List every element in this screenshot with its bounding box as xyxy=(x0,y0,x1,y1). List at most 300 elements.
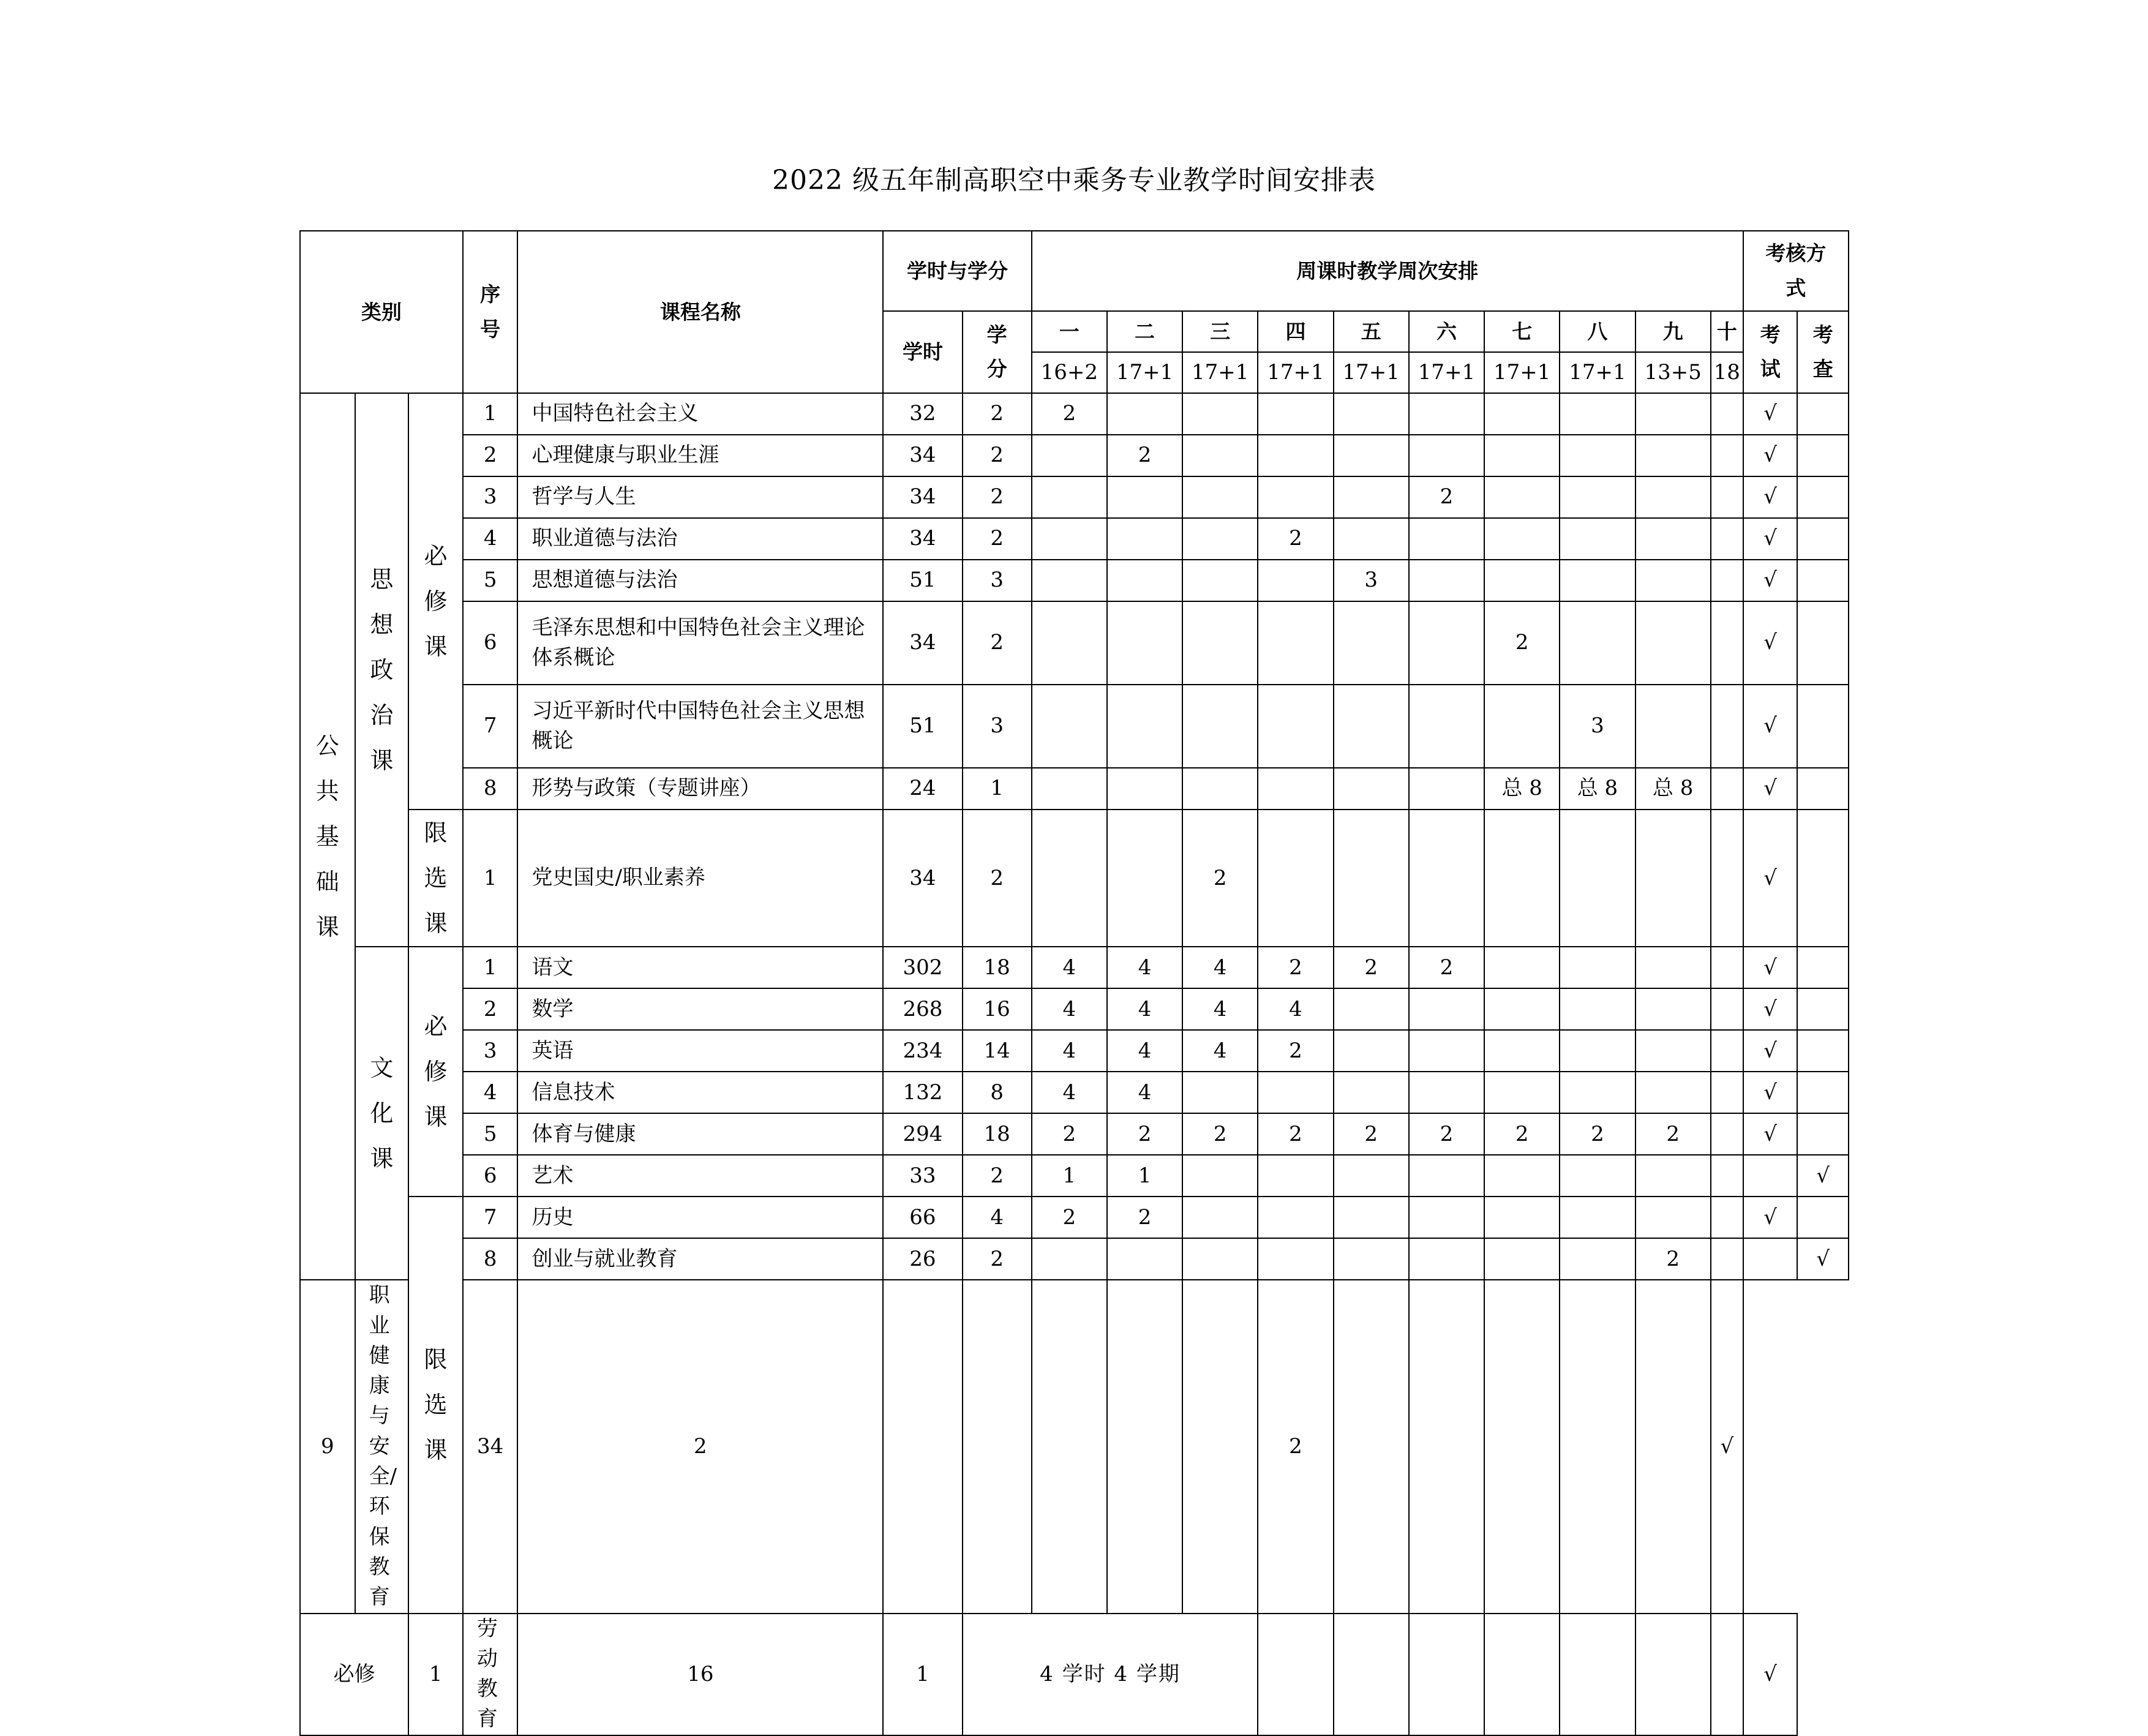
row-term-value xyxy=(1334,685,1409,768)
schedule-table xyxy=(299,230,1849,1736)
row-check-mark xyxy=(1797,1197,1849,1238)
header-weeks: 17+1 xyxy=(1409,352,1484,393)
row-term-value xyxy=(1711,1155,1743,1197)
row-exam-mark: √ xyxy=(1743,1113,1798,1155)
row-seq: 2 xyxy=(463,988,518,1030)
row-exam-mark: √ xyxy=(1743,435,1798,476)
row-term-value xyxy=(1484,1614,1560,1735)
row-term-value xyxy=(1560,518,1635,560)
row-term-value: 3 xyxy=(1560,685,1635,768)
row-term-value xyxy=(1711,393,1743,435)
row-term-value xyxy=(883,1280,962,1613)
row-check-mark xyxy=(1797,560,1849,601)
row-exam-mark: √ xyxy=(1743,476,1798,518)
row-term-value: 2 xyxy=(1635,1238,1711,1280)
row-term-value xyxy=(1711,1238,1743,1280)
row-term-value xyxy=(1635,476,1711,518)
row-term-value xyxy=(1635,810,1711,947)
row-term-value xyxy=(1182,476,1258,518)
row-term-value xyxy=(1711,768,1743,810)
row-term-value xyxy=(1258,810,1333,947)
row-hours: 302 xyxy=(883,947,962,988)
row-term-value xyxy=(1409,560,1484,601)
row-term-value xyxy=(1560,560,1635,601)
row-check-mark xyxy=(1797,810,1849,947)
row-term-value xyxy=(1334,435,1409,476)
row-term-value xyxy=(1334,393,1409,435)
row-course-name: 中国特色社会主义 xyxy=(517,393,883,435)
row-term-value: 4 xyxy=(1182,947,1258,988)
row-term-value: 1 xyxy=(1107,1155,1182,1197)
row-check-mark: √ xyxy=(1711,1280,1743,1613)
header-term: 二 xyxy=(1107,311,1182,352)
table-row xyxy=(300,1614,1849,1735)
row-term-value: 2 xyxy=(1107,435,1182,476)
row-exam-mark xyxy=(1635,1280,1711,1613)
row-seq: 7 xyxy=(463,685,518,768)
row-term-value xyxy=(1711,435,1743,476)
row-term-value xyxy=(1409,1614,1484,1735)
row-term-value xyxy=(1182,768,1258,810)
row-term-value xyxy=(1182,1197,1258,1238)
row-term-value xyxy=(1107,518,1182,560)
row-term-value xyxy=(1334,476,1409,518)
row-exam-mark: √ xyxy=(1743,768,1798,810)
row-term-value: 2 xyxy=(1182,1113,1258,1155)
row-term-value xyxy=(1635,435,1711,476)
row-credits: 3 xyxy=(963,560,1032,601)
row-term-value xyxy=(1409,1030,1484,1072)
row-credits: 2 xyxy=(963,518,1032,560)
table-row xyxy=(300,1197,1849,1238)
row-check-mark xyxy=(1797,435,1849,476)
row-term-value xyxy=(1258,1197,1333,1238)
row-course-name: 历史 xyxy=(517,1197,883,1238)
row-term-value xyxy=(1182,1280,1258,1613)
row-term-value xyxy=(1711,685,1743,768)
table-row xyxy=(300,518,1849,560)
row-check-mark xyxy=(1797,1072,1849,1113)
row-term-value xyxy=(1258,1155,1333,1197)
header-weeks: 17+1 xyxy=(1107,352,1182,393)
row-term-value xyxy=(1182,1072,1258,1113)
row-seq: 8 xyxy=(463,768,518,810)
row-term-value xyxy=(1560,393,1635,435)
header-seq: 序号 xyxy=(463,231,518,393)
row-term-value: 4 xyxy=(1107,988,1182,1030)
row-seq: 6 xyxy=(463,1155,518,1197)
row-term-value xyxy=(1711,601,1743,685)
header-weeks: 17+1 xyxy=(1258,352,1333,393)
row-term-value xyxy=(1409,1155,1484,1197)
row-term-value xyxy=(1635,560,1711,601)
row-term-value xyxy=(1484,810,1560,947)
header-weeks: 18 xyxy=(1711,352,1743,393)
row-term-value xyxy=(1409,1280,1484,1613)
row-exam-mark: √ xyxy=(1743,1072,1798,1113)
header-weeks: 13+5 xyxy=(1635,352,1711,393)
row-seq: 1 xyxy=(408,1614,463,1735)
row-course-name: 创业与就业教育 xyxy=(517,1238,883,1280)
table-row xyxy=(300,947,1849,988)
row-term-value xyxy=(1711,1113,1743,1155)
row-term-value xyxy=(1032,1280,1107,1613)
row-seq: 6 xyxy=(463,601,518,685)
row-term-value xyxy=(1258,685,1333,768)
row-term-value xyxy=(1484,1238,1560,1280)
header-weeks: 17+1 xyxy=(1182,352,1258,393)
row-term-value xyxy=(1484,1197,1560,1238)
header-term: 十 xyxy=(1711,311,1743,352)
row-term-value: 2 xyxy=(1484,601,1560,685)
row-term-value: 总 8 xyxy=(1560,768,1635,810)
row-seq: 4 xyxy=(463,518,518,560)
row-term-value xyxy=(1484,1155,1560,1197)
row-term-value xyxy=(1334,1238,1409,1280)
row-term-value xyxy=(1182,601,1258,685)
row-term-value: 2 xyxy=(1635,1113,1711,1155)
row-course-name: 艺术 xyxy=(517,1155,883,1197)
row-term-value xyxy=(1711,810,1743,947)
row-course-name: 语文 xyxy=(517,947,883,988)
row-term-value xyxy=(1560,601,1635,685)
row-seq: 1 xyxy=(463,810,518,947)
row-term-value xyxy=(1107,768,1182,810)
row-term-value xyxy=(1182,518,1258,560)
header-weeks: 17+1 xyxy=(1484,352,1560,393)
row-exam-mark: √ xyxy=(1743,601,1798,685)
row-hours: 26 xyxy=(883,1238,962,1280)
group-required-short: 必修 xyxy=(300,1614,408,1735)
row-term-value: 2 xyxy=(1032,1197,1107,1238)
row-course-name: 职业道德与法治 xyxy=(517,518,883,560)
row-term-value xyxy=(1560,1197,1635,1238)
table-row xyxy=(300,1113,1849,1155)
row-term-value xyxy=(1635,601,1711,685)
row-term-value xyxy=(1409,1072,1484,1113)
row-term-value xyxy=(1635,1072,1711,1113)
row-term-value: 2 xyxy=(1560,1113,1635,1155)
row-term-value xyxy=(1032,810,1107,947)
row-term-value: 2 xyxy=(1107,1197,1182,1238)
group-required: 必修课 xyxy=(408,947,463,1197)
row-seq: 5 xyxy=(463,560,518,601)
header-exam: 考试 xyxy=(1743,311,1798,393)
row-credits: 14 xyxy=(963,1030,1032,1072)
row-term-value xyxy=(1711,947,1743,988)
row-term-value: 4 xyxy=(1032,1072,1107,1113)
row-term-value xyxy=(1032,1238,1107,1280)
row-seq: 3 xyxy=(463,476,518,518)
row-credits: 1 xyxy=(963,768,1032,810)
row-term-value xyxy=(1258,560,1333,601)
row-hours: 33 xyxy=(883,1155,962,1197)
row-course-name: 心理健康与职业生涯 xyxy=(517,435,883,476)
row-hours: 34 xyxy=(883,810,962,947)
row-term-value: 4 xyxy=(1182,1030,1258,1072)
row-check-mark xyxy=(1797,988,1849,1030)
row-term-value: 2 xyxy=(1334,947,1409,988)
row-seq: 1 xyxy=(463,393,518,435)
table-row xyxy=(300,1030,1849,1072)
row-term-value xyxy=(1409,1238,1484,1280)
row-credits: 2 xyxy=(963,601,1032,685)
header-course-name: 课程名称 xyxy=(517,231,883,393)
header-weekly-schedule: 周课时教学周次安排 xyxy=(1032,231,1743,311)
row-term-value xyxy=(1711,988,1743,1030)
row-seq: 7 xyxy=(463,1197,518,1238)
row-term-value xyxy=(1711,1030,1743,1072)
row-term-value xyxy=(1711,1197,1743,1238)
row-course-name: 毛泽东思想和中国特色社会主义理论体系概论 xyxy=(517,601,883,685)
row-term-value xyxy=(1182,685,1258,768)
row-hours: 16 xyxy=(517,1614,883,1735)
row-term-value: 2 xyxy=(1409,1113,1484,1155)
row-term-value xyxy=(1635,518,1711,560)
group-limited: 限选课 xyxy=(408,810,463,947)
row-check-mark: √ xyxy=(1797,1238,1849,1280)
row-credits: 8 xyxy=(963,1072,1032,1113)
row-exam-mark xyxy=(1743,1155,1798,1197)
row-term-value xyxy=(1334,601,1409,685)
row-term-value xyxy=(1409,1197,1484,1238)
row-term-value xyxy=(1107,1280,1182,1613)
row-term-value: 2 xyxy=(1258,1280,1333,1613)
row-exam-mark: √ xyxy=(1743,1197,1798,1238)
row-check-mark xyxy=(1797,685,1849,768)
row-term-value xyxy=(1409,988,1484,1030)
row-term-value xyxy=(963,1280,1032,1613)
header-term: 一 xyxy=(1032,311,1107,352)
row-exam-mark: √ xyxy=(1743,1030,1798,1072)
row-term-value xyxy=(1635,1030,1711,1072)
header-term: 四 xyxy=(1258,311,1333,352)
row-term-value: 1 xyxy=(1032,1155,1107,1197)
row-term-value xyxy=(1711,1072,1743,1113)
row-term-value xyxy=(1409,685,1484,768)
row-term-value xyxy=(1560,988,1635,1030)
row-term-value: 2 xyxy=(1409,947,1484,988)
row-term-value: 2 xyxy=(1409,476,1484,518)
row-term-value xyxy=(1032,685,1107,768)
row-term-value: 2 xyxy=(1258,947,1333,988)
row-term-value xyxy=(1484,476,1560,518)
row-exam-mark: √ xyxy=(1743,947,1798,988)
row-term-value xyxy=(1560,1614,1635,1735)
row-check-mark xyxy=(1797,601,1849,685)
row-course-name: 英语 xyxy=(517,1030,883,1072)
row-term-value xyxy=(1635,1155,1711,1197)
row-term-value xyxy=(1258,1072,1333,1113)
row-hours: 294 xyxy=(883,1113,962,1155)
row-term-value xyxy=(1334,1197,1409,1238)
row-term-value xyxy=(1560,476,1635,518)
row-hours: 34 xyxy=(883,476,962,518)
row-term-value xyxy=(1182,560,1258,601)
row-check-mark xyxy=(1797,768,1849,810)
row-term-value xyxy=(1484,1030,1560,1072)
row-term-value: 2 xyxy=(1182,810,1258,947)
row-seq: 4 xyxy=(463,1072,518,1113)
row-exam-mark: √ xyxy=(1743,560,1798,601)
header-category: 类别 xyxy=(300,231,463,393)
row-term-value xyxy=(1107,810,1182,947)
row-check-mark: √ xyxy=(1743,1614,1798,1735)
header-term: 三 xyxy=(1182,311,1258,352)
row-check-mark xyxy=(1797,1030,1849,1072)
row-exam-mark xyxy=(1743,1238,1798,1280)
row-check-mark xyxy=(1797,476,1849,518)
row-term-value xyxy=(1560,947,1635,988)
row-term-value xyxy=(1560,1280,1635,1613)
row-term-value xyxy=(1409,601,1484,685)
row-hours: 32 xyxy=(883,393,962,435)
row-seq: 5 xyxy=(463,1113,518,1155)
row-hours: 234 xyxy=(883,1030,962,1072)
row-term-value xyxy=(1032,560,1107,601)
row-credits: 4 xyxy=(963,1197,1032,1238)
header-term: 七 xyxy=(1484,311,1560,352)
row-term-value: 2 xyxy=(1258,1113,1333,1155)
row-credits: 2 xyxy=(963,476,1032,518)
header-term: 六 xyxy=(1409,311,1484,352)
header-hours-credits: 学时与学分 xyxy=(883,231,1031,311)
header-weeks: 17+1 xyxy=(1560,352,1635,393)
row-course-name: 数学 xyxy=(517,988,883,1030)
row-seq: 2 xyxy=(463,435,518,476)
row-term-value xyxy=(1334,518,1409,560)
row-term-value xyxy=(1484,1280,1560,1613)
row-course-name: 职业健康与安全/环保教育 xyxy=(355,1280,409,1613)
table-row xyxy=(300,810,1849,947)
group-limited: 限选课 xyxy=(408,1197,463,1613)
row-hours: 34 xyxy=(883,518,962,560)
row-term-value xyxy=(1635,1614,1711,1735)
row-exam-mark: √ xyxy=(1743,810,1798,947)
row-term-value xyxy=(1032,768,1107,810)
row-check-mark xyxy=(1797,1113,1849,1155)
row-term-value xyxy=(1258,476,1333,518)
row-term-value xyxy=(1635,988,1711,1030)
table-row xyxy=(300,1280,1849,1613)
table-row xyxy=(300,476,1849,518)
row-credits: 2 xyxy=(963,393,1032,435)
row-term-value: 4 xyxy=(1032,988,1107,1030)
row-term-value xyxy=(1258,435,1333,476)
row-term-value xyxy=(1258,768,1333,810)
row-term-value: 2 xyxy=(1484,1113,1560,1155)
table-row xyxy=(300,1238,1849,1280)
row-term-value xyxy=(1258,393,1333,435)
row-term-value xyxy=(1032,601,1107,685)
row-term-value xyxy=(1409,810,1484,947)
row-term-value xyxy=(1484,1072,1560,1113)
row-term-value xyxy=(1484,518,1560,560)
row-term-value xyxy=(1182,1155,1258,1197)
group-cultural: 文化课 xyxy=(355,947,409,1280)
row-check-mark xyxy=(1797,947,1849,988)
row-seq: 8 xyxy=(463,1238,518,1280)
row-term-value xyxy=(1484,435,1560,476)
row-term-value xyxy=(1560,1072,1635,1113)
header-assessment: 考核方式 xyxy=(1743,231,1849,311)
row-term-value xyxy=(1484,988,1560,1030)
group-required: 必修课 xyxy=(408,393,463,810)
row-term-value xyxy=(1635,947,1711,988)
table-row xyxy=(300,601,1849,685)
row-credits: 2 xyxy=(963,1238,1032,1280)
row-credits: 16 xyxy=(963,988,1032,1030)
row-term-value xyxy=(1334,1155,1409,1197)
header-term: 九 xyxy=(1635,311,1711,352)
row-term-value xyxy=(1182,1238,1258,1280)
row-hours: 66 xyxy=(883,1197,962,1238)
row-term-value xyxy=(1409,518,1484,560)
row-hours: 51 xyxy=(883,560,962,601)
row-credits: 18 xyxy=(963,947,1032,988)
row-term-value xyxy=(1182,435,1258,476)
row-credits: 1 xyxy=(883,1614,962,1735)
header-check: 考查 xyxy=(1797,311,1849,393)
row-hours: 132 xyxy=(883,1072,962,1113)
row-exam-mark: √ xyxy=(1743,685,1798,768)
row-credits: 2 xyxy=(963,810,1032,947)
row-term-value xyxy=(1107,685,1182,768)
row-term-value xyxy=(1182,393,1258,435)
row-exam-mark xyxy=(1711,1614,1743,1735)
row-term-value: 总 8 xyxy=(1635,768,1711,810)
table-row xyxy=(300,988,1849,1030)
table-row xyxy=(300,435,1849,476)
row-term-value xyxy=(1711,560,1743,601)
row-check-mark: √ xyxy=(1797,1155,1849,1197)
row-term-value xyxy=(1334,1030,1409,1072)
row-term-value xyxy=(1334,810,1409,947)
row-term-value xyxy=(1484,947,1560,988)
row-term-value xyxy=(1032,435,1107,476)
row-term-value xyxy=(1560,435,1635,476)
table-row xyxy=(300,768,1849,810)
row-hours: 24 xyxy=(883,768,962,810)
row-term-value xyxy=(1334,768,1409,810)
row-term-value xyxy=(1711,476,1743,518)
row-term-value: 2 xyxy=(1334,1113,1409,1155)
header-term: 五 xyxy=(1334,311,1409,352)
row-check-mark xyxy=(1797,393,1849,435)
row-term-value: 2 xyxy=(1032,393,1107,435)
header-weeks: 16+2 xyxy=(1032,352,1107,393)
row-term-value xyxy=(1560,1155,1635,1197)
row-term-value: 3 xyxy=(1334,560,1409,601)
row-term-value xyxy=(1635,1197,1711,1238)
row-term-value xyxy=(1635,393,1711,435)
row-seq: 1 xyxy=(463,947,518,988)
row-term-value xyxy=(1107,560,1182,601)
row-term-value: 4 xyxy=(1107,1072,1182,1113)
row-term-value: 2 xyxy=(1032,1113,1107,1155)
row-term-value xyxy=(1560,1238,1635,1280)
row-term-span: 4 学时 4 学期 xyxy=(963,1614,1258,1735)
row-term-value xyxy=(1258,1238,1333,1280)
row-hours: 268 xyxy=(883,988,962,1030)
row-term-value: 4 xyxy=(1182,988,1258,1030)
row-term-value xyxy=(1334,1072,1409,1113)
row-term-value: 4 xyxy=(1107,947,1182,988)
row-term-value: 4 xyxy=(1032,947,1107,988)
row-term-value xyxy=(1334,1280,1409,1613)
row-course-name: 习近平新时代中国特色社会主义思想概论 xyxy=(517,685,883,768)
row-term-value: 2 xyxy=(1258,518,1333,560)
